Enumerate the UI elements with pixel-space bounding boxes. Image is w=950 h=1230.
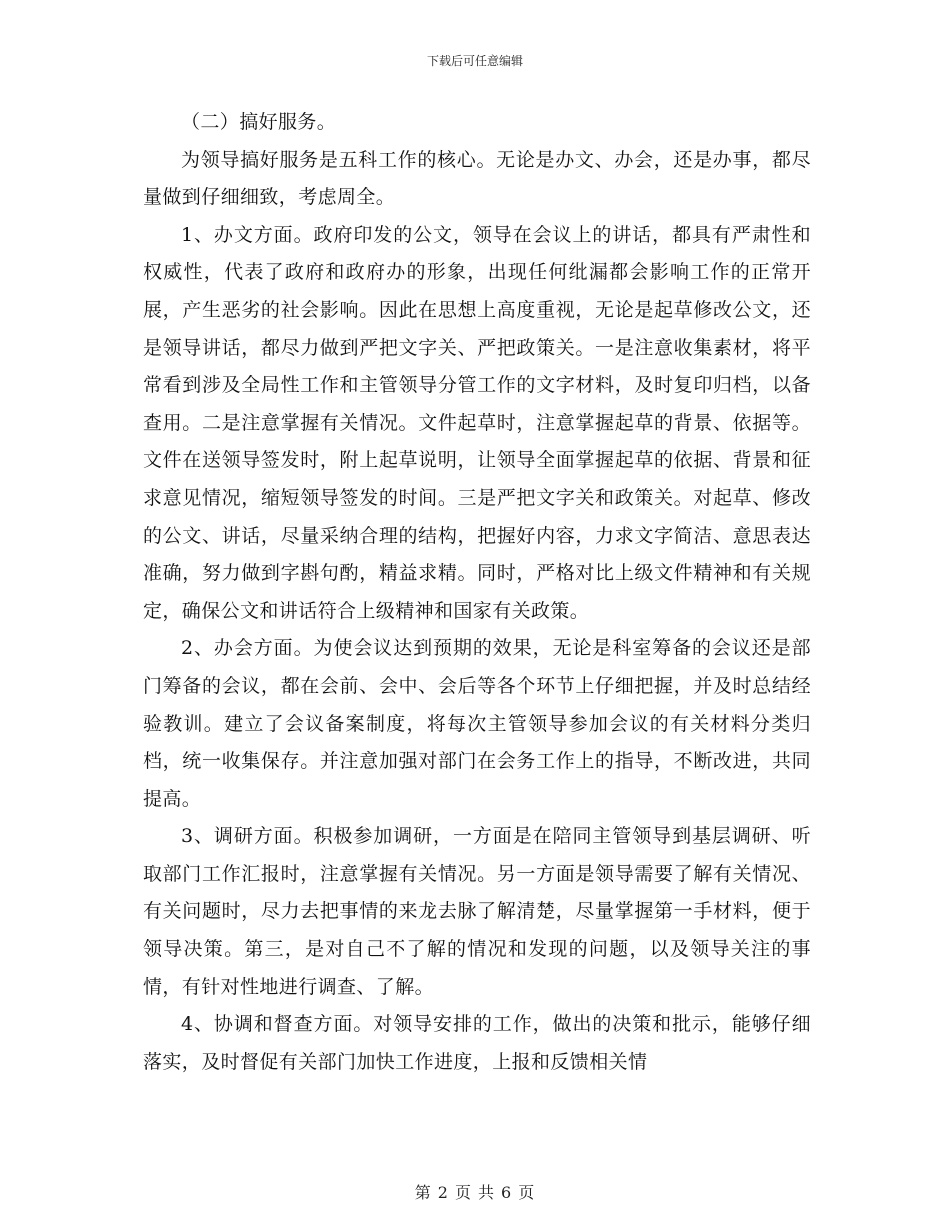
total-pages: 6 bbox=[501, 1183, 513, 1202]
paragraph-intro: 为领导搞好服务是五科工作的核心。无论是办文、办会，还是办事，都尽量做到仔细细致，考虑周全。 bbox=[143, 148, 811, 209]
page-label-prefix: 第 bbox=[414, 1183, 432, 1202]
paragraph-coordination: 4、协调和督查方面。对领导安排的工作，做出的决策和批示，能够仔细落实，及时督促有关部门加快工作进度，上报和反馈相关情 bbox=[143, 1013, 811, 1073]
document-body bbox=[143, 104, 811, 1081]
paragraph-research: 3、调研方面。积极参加调研，一方面是在陪同主管领导到基层调研、听取部门工作汇报时，注意掌握有关情况。另一方面是领导需要了解有关情况、有关问题时，尽力去把事情的来龙去脉了解清楚，尽量掌握第一手材料，便于领导决策。第三，是对自己不了解的情况和发现的问题，以及领导关注的事情，有针对性地进行调查、了解。 bbox=[143, 825, 811, 998]
page-footer bbox=[0, 1180, 950, 1203]
page-number: 2 bbox=[437, 1183, 449, 1202]
page-label-mid: 页 共 bbox=[454, 1183, 496, 1202]
paragraph-document-handling: 1、办文方面。政府印发的公文，领导在会议上的讲话，都具有严肃性和权威性，代表了政府和政府办的形象，出现任何纰漏都会影响工作的正常开展，产生恶劣的社会影响。因此在思想上高度重视，无论是起草修改公文，还是领导讲话，都尽力做到严把文字关、严把政策关。一是注意收集素材，将平常看到涉及全局性工作和主管领导分管工作的文字材料，及时复印归档，以备查用。二是注意掌握有关情况。文件起草时，注意掌握起草的背景、依据等。文件在送领导签发时，附上起草说明，让领导全面掌握起草的依据、背景和征求意见情况，缩短领导签发的时间。三是严把文字关和政策关。对起草、修改的公文、讲话，尽量采纳合理的结构，把握好内容，力求文字简洁、意思表达准确，努力做到字斟句酌，精益求精。同时，严格对比上级文件精神和有关规定，确保公文和讲话符合上级精神和国家有关政策。 bbox=[143, 223, 811, 622]
section-heading: （二）搞好服务。 bbox=[181, 111, 337, 133]
page-label-suffix: 页 bbox=[518, 1183, 536, 1202]
paragraph-meeting-handling: 2、办会方面。为使会议达到预期的效果，无论是科室筹备的会议还是部门筹备的会议，都在会前、会中、会后等各个环节上仔细把握，并及时总结经验教训。建立了会议备案制度，将每次主管领导参加会议的有关材料分类归档，统一收集保存。并注意加强对部门在会务工作上的指导，不断改进，共同提高。 bbox=[143, 637, 811, 810]
page-header: 下载后可任意编辑 bbox=[426, 54, 523, 68]
